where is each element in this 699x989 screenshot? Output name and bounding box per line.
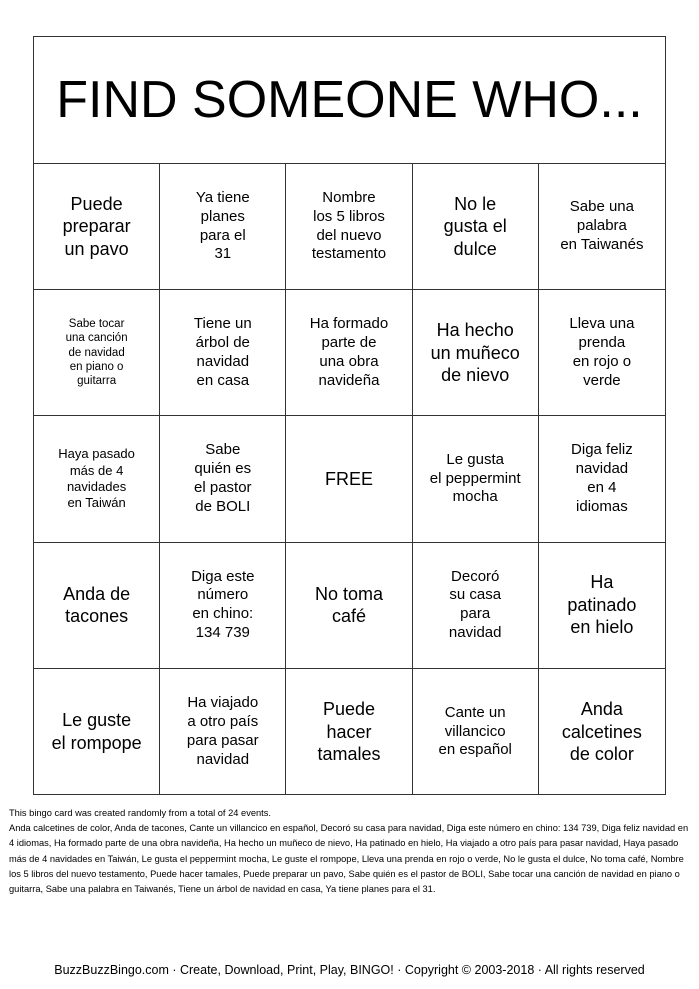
bingo-cell: Sabe quién es el pastor de BOLI (160, 416, 286, 542)
bingo-cell: Nombre los 5 libros del nuevo testamento (286, 164, 412, 290)
bingo-cell: Cante un villancico en español (413, 669, 539, 795)
card-title: FIND SOMEONE WHO... (34, 37, 665, 164)
bingo-cell: Lleva una prenda en rojo o verde (539, 290, 665, 416)
bingo-cell: Puede hacer tamales (286, 669, 412, 795)
footer-copyright: BuzzBuzzBingo.com · Create, Download, Print, Play, BINGO! · Copyright © 2003-2018 · All rights reserved (54, 963, 645, 977)
description-intro: This bingo card was created randomly from a total of 24 events. (9, 808, 271, 818)
bingo-cell: Le guste el rompope (34, 669, 160, 795)
bingo-cell: Ha viajado a otro país para pasar navidad (160, 669, 286, 795)
bingo-cell: Tiene un árbol de navidad en casa (160, 290, 286, 416)
bingo-card (33, 36, 666, 795)
bingo-cell: Anda de tacones (34, 543, 160, 669)
bingo-cell: Ha hecho un muñeco de nievo (413, 290, 539, 416)
bingo-cell: Sabe una palabra en Taiwanés (539, 164, 665, 290)
bingo-cell: Le gusta el peppermint mocha (413, 416, 539, 542)
bingo-cell: Ha formado parte de una obra navideña (286, 290, 412, 416)
bingo-cell: Haya pasado más de 4 navidades en Taiwán (34, 416, 160, 542)
bingo-grid (34, 164, 665, 795)
bingo-cell: Sabe tocar una canción de navidad en piano o guitarra (34, 290, 160, 416)
free-cell: FREE (286, 416, 412, 542)
description-event-list: Anda calcetines de color, Anda de tacones, Cante un villancico en español, Decoró su casa para navidad, Diga este número en chino: 134 739, Diga feliz navidad en 4 idiomas, Ha formado parte de una obra navideña, Ha hecho un muñeco de nievo, Ha patinado en hielo, Ha viajado a otro país para pasar navidad, Haya pasado más de 4 navidades en Taiwán, Le gusta el peppermint mocha, Le guste el rompope, Lleva una prenda en rojo o verde, No le gusta el dulce, No toma café, Nombre los 5 libros del nuevo testamento, Puede hacer tamales, Puede preparar un pavo, Sabe quién es el pastor de BOLI, Sabe tocar una canción de navidad en piano o guitarra, Sabe una palabra en Taiwanés, Tiene un árbol de navidad en casa, Ya tiene planes para el 31. (9, 823, 689, 895)
bingo-cell: Diga este número en chino: 134 739 (160, 543, 286, 669)
bingo-cell: Anda calcetines de color (561, 699, 642, 765)
card-description (9, 806, 693, 897)
bingo-cell: Ya tiene planes para el 31 (160, 164, 286, 290)
bingo-cell: Ha patinado en hielo (539, 543, 665, 669)
bingo-cell: No le gusta el dulce (413, 164, 539, 290)
bingo-cell: No toma café (286, 543, 412, 669)
bingo-cell: Diga feliz navidad en 4 idiomas (539, 416, 665, 542)
bingo-cell: Puede preparar un pavo (34, 164, 160, 290)
bingo-cell: Decoró su casa para navidad (413, 543, 539, 669)
